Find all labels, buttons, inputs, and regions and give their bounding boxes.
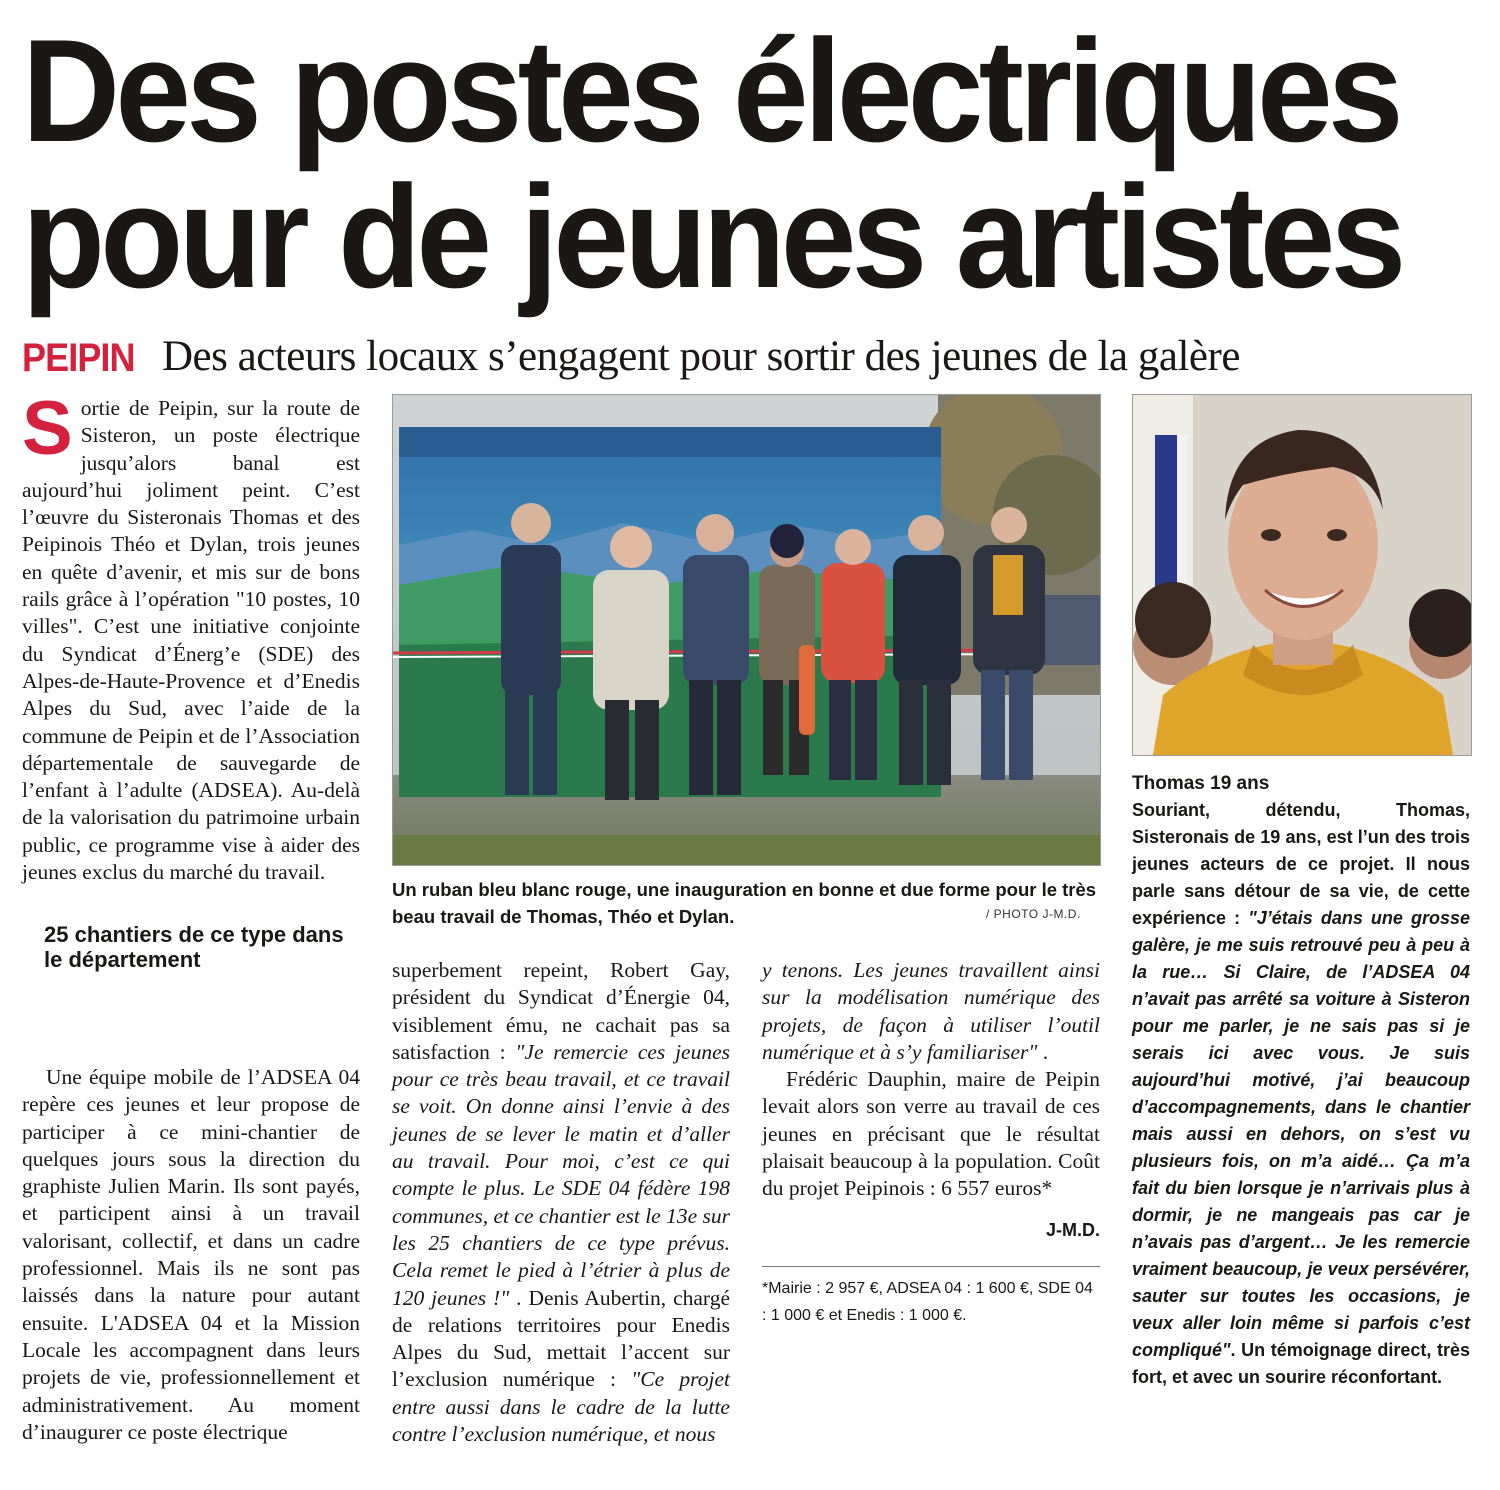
inauguration-photo	[392, 394, 1101, 866]
photo-caption: Un ruban bleu blanc rouge, une inauguration en bonne et due forme pour le très beau travail de Thomas, Théo et Dylan.	[392, 879, 1097, 927]
portrait-photo	[1132, 394, 1472, 756]
article-column-1-body	[22, 1064, 360, 1446]
headline	[22, 9, 1402, 318]
drop-cap: S	[22, 386, 73, 471]
kicker-deck: Des acteurs locaux s’engagent pour sortir des jeunes de la galère	[162, 333, 1240, 380]
body-paragraph: y tenons. Les jeunes travaillent ainsi sur la modélisation numérique des projets, de façon à utiliser l’outil numérique et à s’y familiariser" .	[762, 958, 1100, 1064]
body-paragraph-dauphin: Frédéric Dauphin, maire de Peipin levait alors son verre au travail de ces jeunes en précisant que le résultat plaisait beaucoup à la population. Coût du projet Peipinois : 6 557 euros*	[762, 1067, 1100, 1201]
footnote: *Mairie : 2 957 €, ADSEA 04 : 1 600 €, SDE 04 : 1 000 € et Enedis : 1 000 €.	[762, 1279, 1093, 1324]
inauguration-photo-illustration	[393, 395, 1100, 865]
sidebar-intro: Souriant, détendu, Thomas, Sisteronais de 19 ans, est l’un des trois jeunes acteurs de ce projet. Il nous parle sans détour de sa vie, de cette expérience :	[1132, 800, 1470, 928]
byline: J-M.D.	[1046, 1219, 1100, 1240]
headline-line-2: pour de jeunes artistes	[22, 155, 1402, 318]
article-subhead: 25 chantiers de ce type dans le département	[44, 922, 344, 973]
footnote-divider	[762, 1266, 1100, 1267]
article-lead-paragraph	[22, 386, 360, 886]
body-paragraph: Une équipe mobile de l’ADSEA 04 repère ces jeunes et leur propose de participer à ce mini-chantier de quelques jours sous la direction du graphiste Julien Marin. Ils sont payés, et participent ainsi à un travail valorisant, collectif, et dans un cadre professionnel. Mais ils ne sont pas laissés dans la nature pour autant ensuite. L'ADSEA 04 et la Mission Locale les accompagnent dans leurs projets de vie, professionnellement et administrativement. Au moment d’inaugurer ce poste électrique	[22, 1065, 361, 1444]
portrait-photo-illustration	[1133, 395, 1471, 755]
sidebar-thomas	[1132, 770, 1470, 1391]
sidebar-body	[1132, 797, 1470, 1391]
sidebar-title: Thomas 19 ans	[1132, 773, 1270, 794]
lead-text: ortie de Peipin, sur la route de Sisteron, un poste électrique jusqu’alors banal est aujourd’hui joliment peint. C’est l’œuvre du Sisteronais Thomas et des Peipinois Théo et Dylan, trois jeunes en quête d’avenir, et mis sur de bons rails grâce à l’opération "10 postes, 10 villes". C’est une initiative conjointe du Syndicat d’Énerg’e (SDE) des Alpes-de-Haute-Provence et d’Enedis Alpes du Sud, avec l’aide de la commune de Peipin et de l’Association départementale de sauvegarde de l’enfant à l’adulte (ADSEA). Au-delà de la valorisation du patrimoine urbain public, ce programme vise à aider des jeunes exclus du marché du travail.	[22, 396, 360, 885]
photo-credit: / PHOTO J-M.D.	[986, 907, 1081, 921]
article-column-2	[392, 957, 730, 1448]
kicker-place: PEIPIN	[22, 336, 135, 380]
body-paragraph: superbement repeint, Robert Gay, président du Syndicat d’Énergie 04, visiblement ému, ne cachait pas sa satisfaction : "Je remercie ces jeunes pour ce très beau travail, et ce travail se voit. On donne ainsi l’envie à des jeunes de se lever le matin et d’aller au travail. Pour moi, c’est ce qui compte le plus. Le SDE 04 fédère 198 communes, et ce chantier est le 13e sur les 25 chantiers de ce type prévus. Cela remet le pied à l’étrier à plus de 120 jeunes !" . Denis Aubertin, chargé de relations territoires pour Enedis Alpes du Sud, mettait l’accent sur l’exclusion numérique : "Ce projet entre aussi dans le cadre de la lutte contre l’exclusion numérique, et nous	[392, 958, 731, 1447]
headline-line-1: Des postes électriques	[22, 9, 1399, 172]
article-column-3	[762, 957, 1100, 1329]
kicker	[22, 333, 1482, 381]
sidebar-outro: . Un témoignage direct, très fort, et avec un sourire réconfortant.	[1132, 1340, 1470, 1387]
sidebar-quote: "J’étais dans une grosse galère, je me suis retrouvé peu à peu à la rue… Si Claire, de l’ADSEA 04 n’avait pas arrêté sa voiture à Sisteron pour me parler, je ne sais pas si je serais ici avec vous. Je suis aujourd’hui motivé, j’ai beaucoup d’accompagnements, dans le chantier mais aussi en dehors, on s’est vu plusieurs fois, on m’a aidé… Ça m’a fait du bien lorsque je n’arrivais plus à dormir, je ne mangeais pas car je n’avais pas d’argent… Je les remercie vraiment beaucoup, je veux persévérer, sauter sur toutes les occasions, je veux aller loin même si parfois c’est compliqué"	[1132, 908, 1470, 1360]
